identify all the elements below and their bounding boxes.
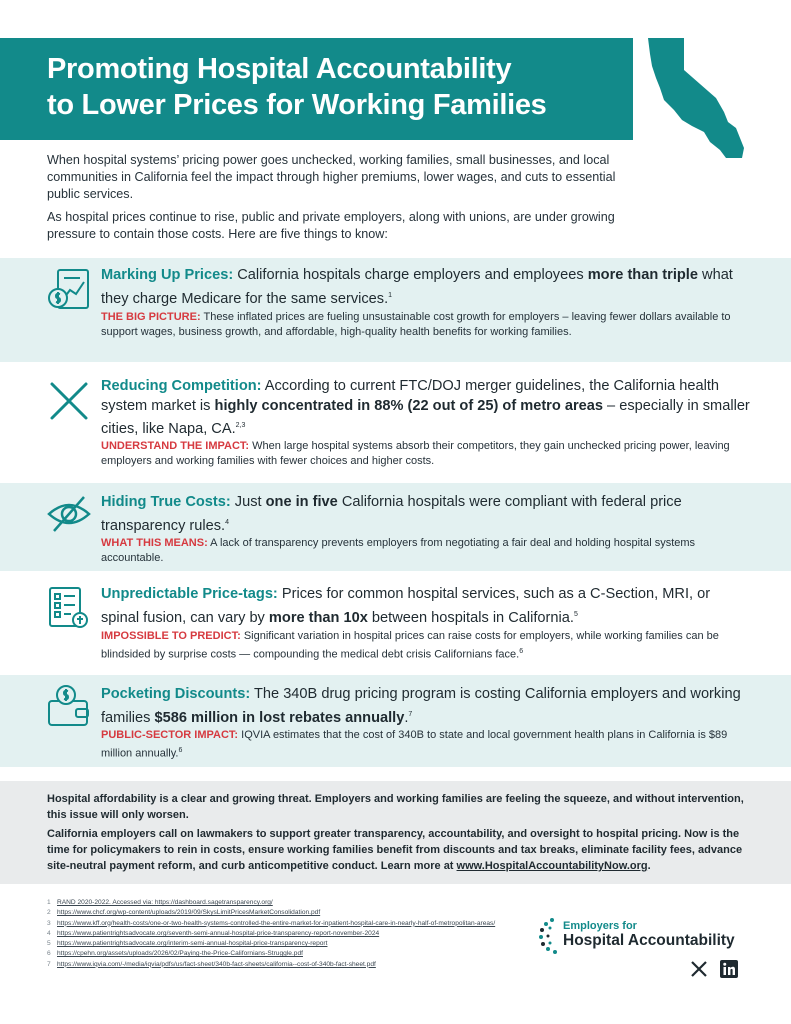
checklist-icon [46,586,92,632]
footnote-number: 6 [47,950,51,958]
card-5-sub-sup: 6 [178,747,183,754]
footnote [47,960,527,970]
card-4-tag: IMPOSSIBLE TO PREDICT: [101,630,241,642]
card-1-lead: Marking Up Prices: [101,267,234,283]
card-2-bold: highly concentrated in 88% (22 out of 25) of metro areas [214,397,603,414]
footnote [47,929,527,939]
card-2-sup: 2,3 [235,422,246,429]
footnote-link[interactable]: https://www.patientrightsadvocate.org/seventh-semi-annual-hospital-price-transparency-report-november-2024 [57,929,380,937]
card-1-tag: THE BIG PICTURE: [101,311,201,323]
card-4-headline [101,585,751,628]
footnote-link[interactable]: https://www.chcf.org/wp-content/uploads/2019/09/SkysLimitPricesMarketConsolidation.pdf [57,909,321,917]
card-3-sub [101,536,731,566]
footnote [47,898,527,908]
card-1-bold: more than triple [587,267,698,283]
footnote-link[interactable]: https://cpehn.org/assets/uploads/2026/02/Paying-the-Price-Californians-Struggle.pdf [57,950,303,958]
card-5-text-1: The 340B drug pricing program is costing California employers and working families [101,686,741,726]
eye-slash-icon [46,491,92,537]
wallet-icon [46,683,92,729]
card-4-sub-text: Significant variation in hospital prices can raise costs for employers, while working families can be blindsided by surprise costs — compounding the medical debt crisis Californians face. [101,630,719,661]
card-unpredictable-price-tags [0,576,791,670]
cta-paragraph-1: Hospital affordability is a clear and growing threat. Employers and working families are feeling the squeeze, and without intervention, this issue will only worsen. [47,793,744,821]
footnote [47,908,527,918]
card-5-sub-text: IQVIA estimates that the cost of 340B to state and local government health plans in California is $89 million annually. [101,729,728,760]
card-2-headline [101,377,751,439]
footnote-number: 1 [47,899,51,906]
card-5-sub [101,728,731,762]
card-3-text-2: California hospitals were compliant with federal price transparency rules. [101,494,682,534]
card-4-lead: Unpredictable Price-tags: [101,586,278,602]
call-to-action [0,781,791,884]
footnote [47,939,527,949]
linkedin-icon[interactable] [720,960,738,978]
card-4-sub [101,629,731,663]
card-3-bold: one in five [265,494,338,510]
logo-line-1: Employers for [563,920,637,932]
card-2-sub [101,439,731,469]
card-4-text-2: between hospitals in California. [367,609,574,626]
card-2-tag: UNDERSTAND THE IMPACT: [101,440,250,452]
card-3-tag: WHAT THIS MEANS: [101,537,208,549]
card-3-lead: Hiding True Costs: [101,494,231,510]
footnote-link[interactable]: https://www.kff.org/health-costs/one-or-two-health-systems-controlled-the-entire-market-for-inpatient-hospital-care-in-nearly-half-of-metropolitan-areas/ [57,919,496,927]
x-icon [46,378,92,424]
footnotes [47,898,527,970]
card-reducing-competition [0,366,791,478]
card-1-sub [101,310,731,340]
card-4-sub-sup: 6 [519,648,524,655]
card-3-text-1: Just [230,494,266,510]
card-2-text-1: According to current FTC/DOJ merger guidelines, the California health system market is [101,378,720,414]
intro-paragraph-2: As hospital prices continue to rise, public and private employers, along with unions, are under growing pressure to contain those costs. Here are five things to know: [47,210,615,241]
title-line-2: to Lower Prices for Working Families [47,89,547,121]
x-logo-icon[interactable] [690,960,708,978]
employers-logo [538,916,748,956]
logo-dots-icon [538,916,564,956]
footnote [47,919,527,929]
financial-report-icon [46,268,92,314]
title-line-1: Promoting Hospital Accountability [47,53,512,85]
card-5-text-2: . [404,709,409,726]
card-3-headline [101,493,751,536]
card-5-tag: PUBLIC-SECTOR IMPACT: [101,729,239,741]
card-marking-up-prices [0,258,791,362]
card-4-sup: 5 [573,610,578,618]
title-band [0,38,633,140]
cta-end: . [647,860,651,872]
intro [47,152,647,249]
card-3-sup: 4 [225,518,230,526]
card-pocketing-discounts [0,675,791,767]
card-4-text-1: Prices for common hospital services, such as a C-Section, MRI, or spinal fusion, can vary by [101,586,711,626]
footnote-number: 2 [47,909,51,917]
card-1-sup: 1 [388,291,393,299]
card-2-text-2: – especially in smaller cities, like Napa, CA. [101,397,750,437]
footnote-number: 3 [47,919,51,927]
logo-line-2: Hospital Accountability [563,932,735,949]
footnote [47,949,527,959]
card-hiding-true-costs [0,483,791,571]
footnote-link[interactable]: https://www.patientrightsadvocate.org/interim-semi-annual-hospital-price-transparency-report [57,940,328,948]
footnote-number: 5 [47,940,51,948]
card-5-bold: $586 million in lost rebates annually [154,709,405,726]
card-1-text-2: what they charge Medicare for the same services. [101,267,733,307]
card-5-headline [101,685,751,728]
footnote-link[interactable]: https://www.iqvia.com/-/media/iqvia/pdfs/us/fact-sheet/340b-fact-sheets/california--cost-of-340b-fact-sheet.pdf [57,960,376,968]
card-1-headline [101,266,751,309]
card-5-lead: Pocketing Discounts: [101,686,251,702]
page-title [47,51,627,123]
card-4-bold: more than 10x [268,609,368,626]
card-3-sub-text: A lack of transparency prevents employers from negotiating a fair deal and holding hospital systems accountable. [101,537,696,564]
card-1-text-1: California hospitals charge employers and employees [233,267,588,283]
footnote-link[interactable]: RAND 2020-2022. Accessed via: https://dashboard.sagetransparency.org/ [57,899,273,906]
intro-paragraph-1: When hospital systems’ pricing power goes unchecked, working families, small businesses, and local communities in California feel the impact through higher premiums, lower wages, and cuts to essential public services. [47,153,616,201]
cta-paragraph-2-text: California employers call on lawmakers to support greater transparency, accountability, and oversight to hospital pricing. Now is the time for policymakers to rein in costs, ensure working families benefit from discounts and tax breaks, eliminate facility fees, advance site-neutral payment reform, and curb anticompetitive conduct. Learn more at [47,828,743,872]
card-2-lead: Reducing Competition: [101,378,262,394]
california-map-icon [640,36,752,162]
card-1-sub-text: These inflated prices are fueling unsustainable cost growth for employers – leaving fewer dollars available to support wages, business growth, and affordable, high-quality health benefits for working families. [101,311,731,338]
website-link[interactable]: www.HospitalAccountabilityNow.org [456,860,648,872]
card-2-sub-text: When large hospital systems absorb their competitors, they gain unchecked pricing power, leaving employers and working families with fewer choices and higher costs. [101,440,730,467]
card-5-sup: 7 [408,710,413,718]
footnote-number: 4 [47,929,51,937]
footnote-number: 7 [47,960,51,968]
cta-paragraph-2 [47,826,747,874]
